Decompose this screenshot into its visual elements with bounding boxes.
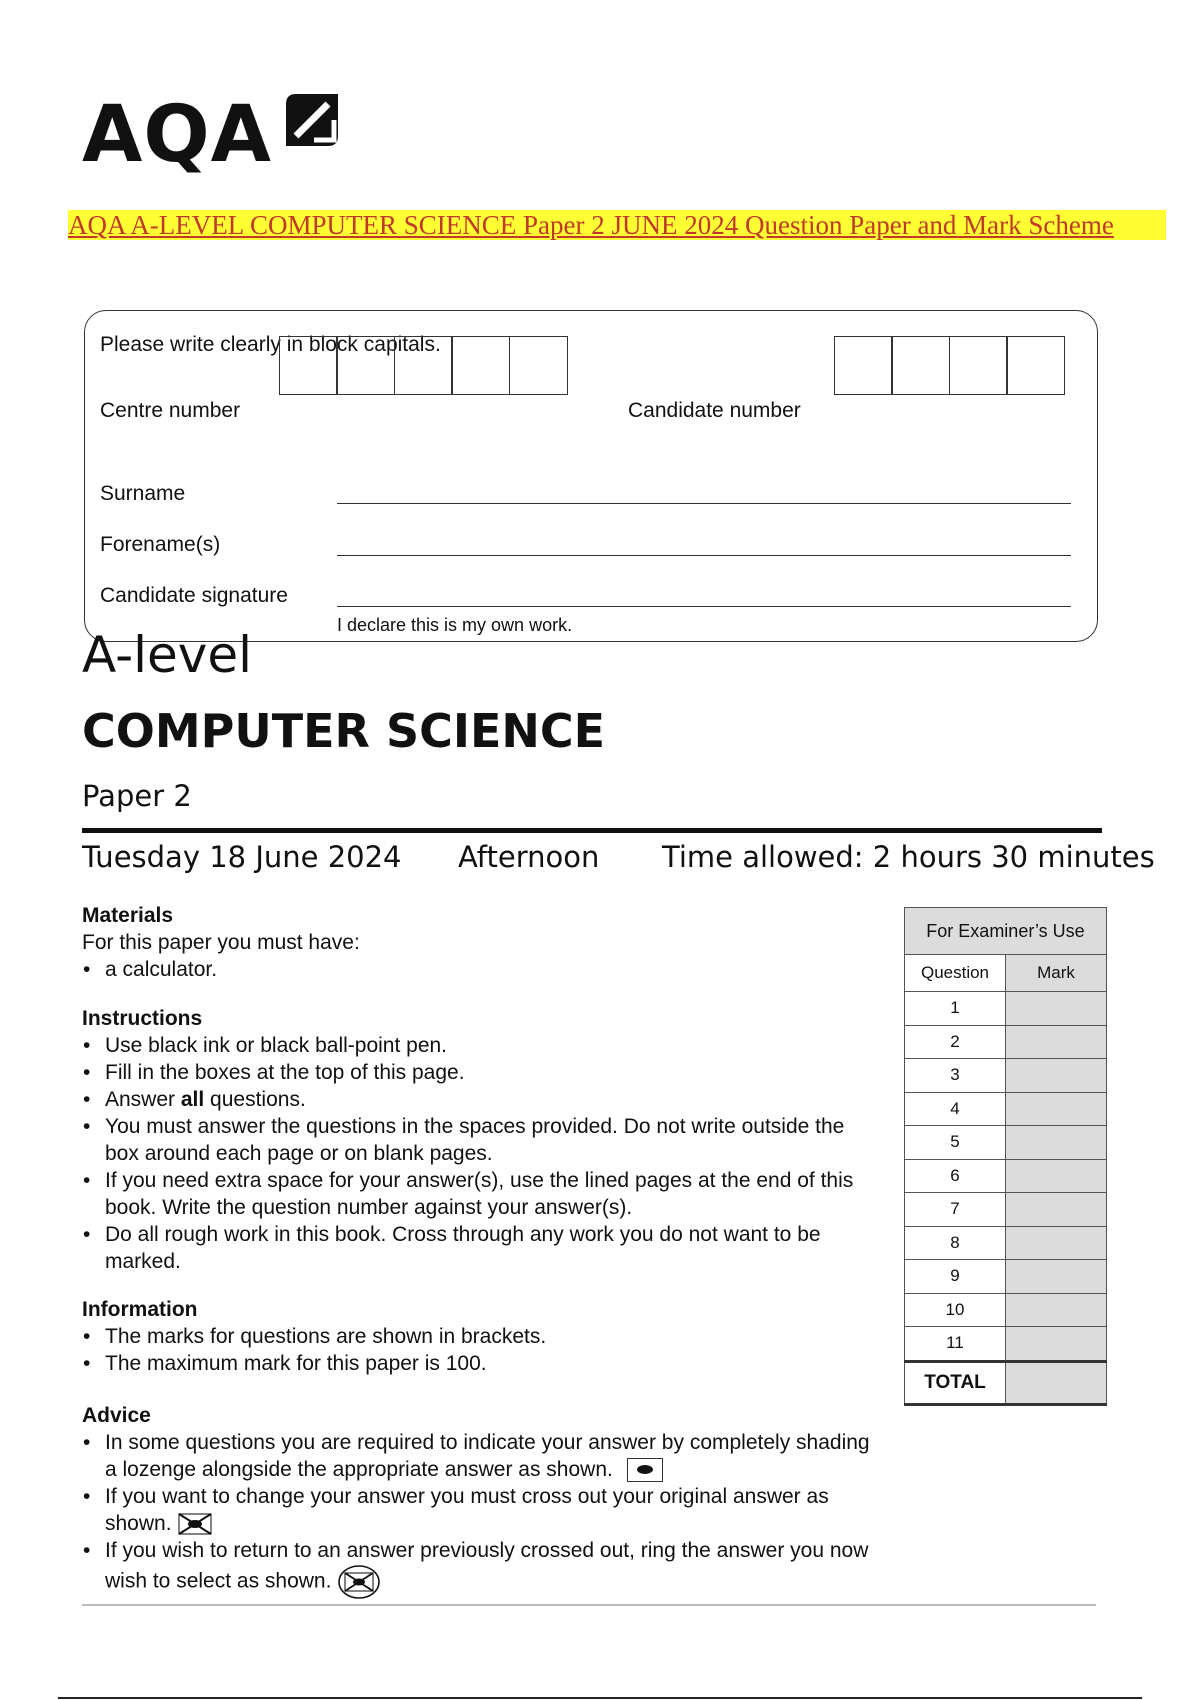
crossed-lozenge-icon [177, 1511, 213, 1537]
paper-number: Paper 2 [82, 779, 192, 813]
surname-field[interactable] [337, 503, 1071, 504]
shaded-lozenge-icon [627, 1458, 663, 1482]
document-title-link[interactable]: AQA A-LEVEL COMPUTER SCIENCE Paper 2 JUNE 2024 Question Paper and Mark Scheme [68, 210, 1166, 240]
ringed-lozenge-icon [337, 1564, 381, 1600]
examiner-use-table [904, 907, 1107, 1406]
centre-digit-box[interactable] [279, 336, 338, 395]
advice-item: • If you want to change your answer you must cross out your original answer as shown. [105, 1483, 872, 1537]
total-label: TOTAL [905, 1361, 1006, 1404]
candidate-number-boxes [835, 336, 1065, 395]
subject-title: COMPUTER SCIENCE [82, 704, 606, 758]
instruction-item: • Do all rough work in this book. Cross through any work you do not want to be marked. [105, 1221, 872, 1275]
question-number: 6 [905, 1159, 1006, 1193]
candidate-number-label: Candidate number [628, 399, 801, 422]
materials-intro: For this paper you must have: [82, 931, 360, 954]
time-allowed: Time allowed: 2 hours 30 minutes [662, 840, 1155, 874]
mark-cell [1006, 992, 1107, 1026]
question-number: 4 [905, 1092, 1006, 1126]
mark-cell [1006, 1159, 1107, 1193]
question-number: 2 [905, 1025, 1006, 1059]
mark-cell [1006, 1260, 1107, 1294]
instruction-item: • Answer all questions. [105, 1086, 872, 1113]
instructions-section [82, 1005, 872, 1275]
declaration-text: I declare this is my own work. [337, 615, 573, 635]
mark-cell [1006, 1226, 1107, 1260]
information-section [82, 1296, 882, 1377]
exam-session: Afternoon [458, 840, 600, 874]
instruction-item: • Use black ink or black ball-point pen. [105, 1032, 872, 1059]
instruction-item: • You must answer the questions in the spaces provided. Do not write outside the box around each page or on blank pages. [105, 1113, 872, 1167]
question-number: 1 [905, 992, 1006, 1026]
centre-digit-box[interactable] [336, 336, 395, 395]
footer-divider [82, 1604, 1096, 1606]
mark-cell [1006, 1327, 1107, 1362]
surname-label: Surname [100, 482, 186, 505]
materials-heading: Materials [82, 904, 174, 927]
instructions-heading: Instructions [82, 1007, 203, 1030]
centre-digit-box[interactable] [394, 336, 453, 395]
forename-label: Forename(s) [100, 533, 221, 556]
title-divider [82, 828, 1102, 833]
information-heading: Information [82, 1298, 198, 1321]
centre-number-boxes [280, 336, 568, 395]
advice-item: • In some questions you are required to indicate your answer by completely shading a lozenge alongside the appropriate answer as shown. [105, 1429, 872, 1483]
mark-cell [1006, 1025, 1107, 1059]
question-number: 11 [905, 1327, 1006, 1362]
instruction-item: • Fill in the boxes at the top of this page. [105, 1059, 872, 1086]
candidate-digit-box[interactable] [949, 336, 1008, 395]
mark-cell [1006, 1059, 1107, 1093]
advice-item: • If you wish to return to an answer previously crossed out, ring the answer you now wish to select as shown. [105, 1537, 872, 1600]
advice-heading: Advice [82, 1404, 151, 1427]
candidate-digit-box[interactable] [834, 336, 893, 395]
mark-column-header: Mark [1006, 955, 1107, 992]
examiner-table-heading: For Examiner’s Use [905, 908, 1107, 955]
page-bottom-rule [58, 1697, 1142, 1699]
candidate-digit-box[interactable] [891, 336, 950, 395]
question-number: 8 [905, 1226, 1006, 1260]
aqa-logo-text: AQA [82, 90, 273, 180]
signature-label: Candidate signature [100, 584, 288, 607]
centre-digit-box[interactable] [509, 336, 568, 395]
question-column-header: Question [905, 955, 1006, 992]
forename-field[interactable] [337, 555, 1071, 556]
qualification-level: A-level [82, 626, 253, 684]
materials-section [82, 902, 882, 983]
information-item: • The marks for questions are shown in brackets. [105, 1323, 882, 1350]
question-number: 10 [905, 1293, 1006, 1327]
mark-cell [1006, 1126, 1107, 1160]
mark-cell [1006, 1193, 1107, 1227]
centre-number-label: Centre number [100, 399, 241, 422]
question-number: 5 [905, 1126, 1006, 1160]
advice-section [82, 1402, 872, 1600]
total-mark-cell [1006, 1361, 1107, 1404]
block-capitals-instruction: Please write clearly in block capitals. [100, 333, 441, 356]
question-number: 3 [905, 1059, 1006, 1093]
exam-date: Tuesday 18 June 2024 [82, 840, 402, 874]
information-item: • The maximum mark for this paper is 100. [105, 1350, 882, 1377]
centre-digit-box[interactable] [451, 336, 510, 395]
mark-cell [1006, 1293, 1107, 1327]
materials-item: • a calculator. [105, 956, 882, 983]
question-number: 7 [905, 1193, 1006, 1227]
question-number: 9 [905, 1260, 1006, 1294]
aqa-logo-icon [284, 92, 340, 148]
instruction-item: • If you need extra space for your answer(s), use the lined pages at the end of this book. Write the question number against your answer(s). [105, 1167, 872, 1221]
candidate-digit-box[interactable] [1006, 336, 1065, 395]
mark-cell [1006, 1092, 1107, 1126]
signature-field[interactable] [337, 606, 1071, 607]
